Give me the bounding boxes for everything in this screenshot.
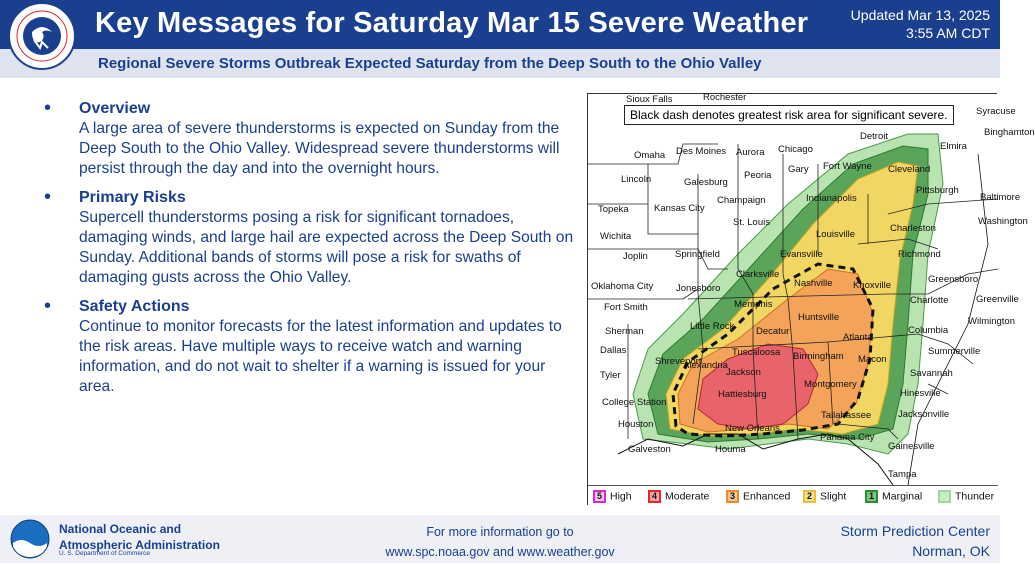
updated-time: 3:55 AM CDT: [905, 25, 990, 41]
city-label: Jonesboro: [676, 283, 721, 294]
city-label: Syracuse: [976, 106, 1016, 117]
bullet-icon: •: [44, 295, 52, 317]
city-label: Macon: [858, 354, 887, 365]
city-label: Galesburg: [684, 177, 728, 188]
message-text: Continue to monitor forecasts for the latest information and updates to the risk areas. Have multiple ways to receive watch and warning information, and do not wait to shelter if a warning is issued for your area.: [79, 318, 562, 395]
nws-logo: [8, 2, 76, 70]
city-label: Shreveport: [655, 356, 702, 367]
city-label: Panama City: [820, 432, 875, 443]
city-label: Springfield: [675, 249, 720, 260]
noaa-logo: [10, 519, 50, 559]
city-label: Atlanta: [843, 332, 873, 343]
legend-slight: [803, 490, 846, 503]
city-label: Tyler: [600, 370, 621, 381]
city-label: Huntsville: [798, 312, 840, 323]
risk-map: [587, 92, 1035, 505]
key-messages: [40, 98, 585, 405]
city-label: Memphis: [734, 299, 773, 310]
city-label: Pittsburgh: [916, 185, 959, 196]
city-label: Kansas City: [654, 203, 705, 214]
city-label: Nashville: [794, 278, 833, 289]
city-label: Birmingham: [793, 351, 844, 362]
message-title: Primary Risks: [79, 189, 186, 206]
city-label: Gary: [788, 164, 809, 175]
center-name: Storm Prediction Center: [840, 523, 990, 539]
noaa-logo-graphic: [10, 519, 50, 559]
city-label: Summerville: [928, 346, 981, 357]
spc-link[interactable]: www.spc.noaa.gov: [385, 545, 490, 559]
link-joiner: and: [493, 545, 514, 559]
legend-label: Slight: [820, 490, 847, 503]
legend-label: Enhanced: [743, 490, 791, 503]
bullet-icon: •: [44, 186, 52, 208]
city-label: Wichita: [600, 231, 632, 242]
city-label: Houma: [715, 444, 746, 455]
city-label: College Station: [602, 397, 667, 408]
city-label: Fort Smith: [604, 302, 648, 313]
city-label: Richmond: [898, 249, 941, 260]
city-label: Rochester: [703, 92, 747, 103]
city-label: Dallas: [600, 345, 627, 356]
city-label: Washington: [978, 216, 1028, 227]
legend-swatch: 4: [648, 490, 661, 503]
city-label: Detroit: [860, 131, 888, 142]
city-label: Columbia: [908, 325, 949, 336]
city-label: Jacksonville: [898, 409, 950, 420]
more-info: [380, 522, 620, 562]
city-label: St. Louis: [733, 217, 770, 228]
city-label: Louisville: [816, 229, 856, 240]
department-name: U. S. Department of Commerce: [59, 550, 151, 557]
city-label: Elmira: [940, 141, 967, 152]
message-title: Safety Actions: [79, 298, 190, 315]
noaa-name: [59, 521, 220, 553]
more-info-links: [380, 542, 620, 562]
legend-swatch: 2: [803, 490, 816, 503]
city-label: Sioux Falls: [626, 94, 673, 105]
city-label: Tuscaloosa: [732, 347, 781, 358]
city-label: Greensboro: [928, 274, 979, 285]
weather-gov-link[interactable]: www.weather.gov: [517, 545, 615, 559]
legend-swatch: 3: [726, 490, 739, 503]
updated-timestamp: [851, 6, 990, 42]
message-overview: [40, 98, 585, 179]
city-label: Wilmington: [968, 316, 1015, 327]
city-label: Chicago: [778, 144, 813, 155]
legend-thunder: [938, 490, 994, 503]
city-label: Houston: [618, 419, 654, 430]
header-bar: [0, 0, 1000, 49]
noaa-name-line2: Atmospheric Administration: [59, 538, 220, 552]
city-label: Des Moines: [676, 146, 727, 157]
city-label: Lincoln: [621, 174, 652, 185]
footer-bar: [0, 515, 1000, 563]
risk-legend: [588, 485, 998, 506]
message-text: A large area of severe thunderstorms is expected on Sunday from the Deep South to the Ohio Valley. Widespread severe thunderstorms will persist through the day and into the overnight hours.: [79, 120, 560, 177]
page-subtitle: Regional Severe Storms Outbreak Expected Saturday from the Deep South to the Ohio Valley: [98, 55, 762, 72]
legend-label: Marginal: [882, 490, 923, 503]
city-label: Jackson: [726, 367, 761, 378]
subheader-bar: [0, 49, 1000, 78]
city-label: Topeka: [598, 204, 629, 215]
message-title: Overview: [79, 100, 151, 117]
city-label: Oklahoma City: [591, 281, 654, 292]
city-label: Omaha: [634, 150, 666, 161]
legend-enhanced: [726, 490, 790, 503]
city-label: Aurora: [736, 147, 765, 158]
city-label: Peoria: [744, 170, 772, 181]
legend-marginal: [865, 490, 922, 503]
city-label: Savannah: [910, 368, 953, 379]
city-label: Little Rock: [690, 321, 735, 332]
legend-label: Moderate: [665, 490, 710, 503]
city-label: Hinesville: [900, 388, 941, 399]
city-label: Knoxville: [853, 280, 892, 291]
city-label: Gainesville: [888, 441, 935, 452]
city-label: Alexandria: [683, 360, 728, 371]
legend-label: Thunder: [955, 490, 995, 503]
more-info-label: For more information go to: [426, 525, 574, 539]
city-label: Cleveland: [888, 164, 931, 175]
message-safety-actions: [40, 296, 585, 397]
city-label: Charleston: [890, 223, 936, 234]
center-location: Norman, OK: [912, 543, 990, 559]
legend-moderate: [648, 490, 709, 503]
legend-label: High: [610, 490, 632, 503]
legend-swatch: 1: [865, 490, 878, 503]
updated-date: Updated Mar 13, 2025: [850, 7, 990, 23]
city-label: Sherman: [605, 326, 644, 337]
city-label: Greenville: [976, 294, 1019, 305]
legend-swatch: 5: [593, 490, 606, 503]
legend-swatch: [938, 490, 951, 503]
nws-logo-graphic: [10, 4, 74, 68]
city-label: Indianapolis: [806, 193, 857, 204]
city-label: Fort Wayne: [823, 161, 872, 172]
city-label: Clarksville: [736, 269, 780, 280]
message-primary-risks: [40, 187, 585, 288]
city-label: Baltimore: [980, 192, 1021, 203]
city-label: New Orleans: [725, 423, 780, 434]
city-label: Montgomery: [804, 379, 857, 390]
city-label: Binghamton: [984, 127, 1035, 138]
page-title: Key Messages for Saturday Mar 15 Severe Weather: [95, 7, 809, 39]
city-label: Champaign: [717, 195, 766, 206]
map-note: Black dash denotes greatest risk area for significant severe.: [624, 105, 954, 125]
city-label: Joplin: [623, 251, 648, 262]
city-label: Charlotte: [910, 295, 949, 306]
city-label: Hattiesburg: [718, 389, 767, 400]
noaa-name-line1: National Oceanic and: [59, 522, 182, 536]
city-label: Galveston: [628, 444, 671, 455]
city-label: Tampa: [888, 469, 917, 480]
legend-high: [593, 490, 632, 503]
city-label: Evansville: [780, 249, 823, 260]
city-label: Decatur: [756, 326, 790, 337]
message-text: Supercell thunderstorms posing a risk for significant tornadoes, damaging winds, and large hail are expected across the Deep South on Sunday. Additional bands of storms will pose a risk for swaths of damaging gusts across the Ohio Valley.: [79, 209, 574, 286]
bullet-icon: •: [44, 97, 52, 119]
city-label: Tallahassee: [821, 410, 872, 421]
issuing-center: [841, 521, 990, 561]
